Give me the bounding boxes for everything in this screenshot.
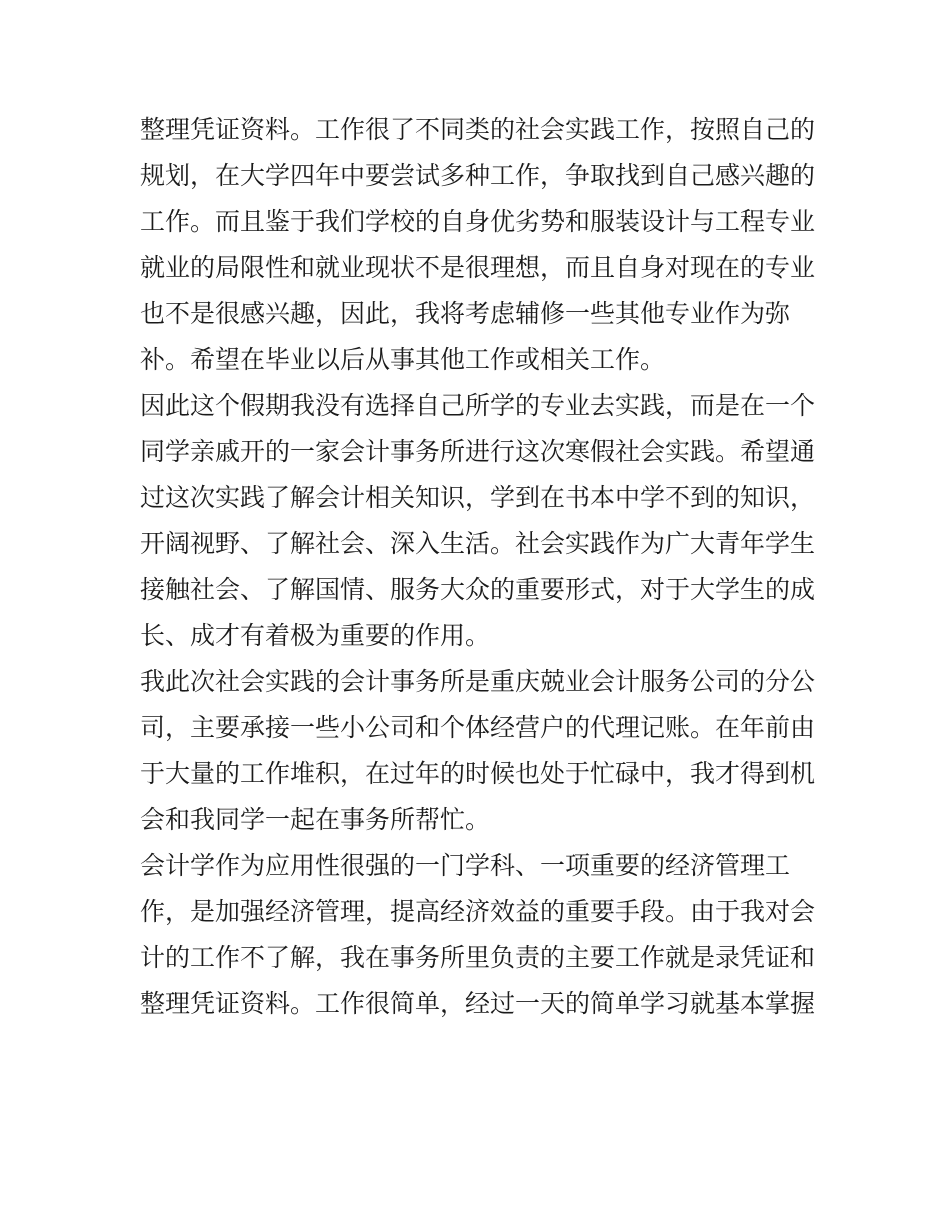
text-line: 也不是很感兴趣，因此，我将考虑辅修一些其他专业作为弥 bbox=[140, 299, 791, 328]
body-text bbox=[140, 107, 820, 1027]
text-line: 开阔视野、了解社会、深入生活。社会实践作为广大青年学生 bbox=[140, 529, 816, 558]
text-line: 整理凭证资料。工作很简单，经过一天的简单学习就基本掌握 bbox=[140, 989, 816, 1018]
text-line: 就业的局限性和就业现状不是很理想，而且自身对现在的专业 bbox=[140, 253, 816, 282]
text-line: 因此这个假期我没有选择自己所学的专业去实践，而是在一个 bbox=[140, 391, 816, 420]
text-line: 工作。而且鉴于我们学校的自身优劣势和服装设计与工程专业 bbox=[140, 207, 816, 236]
text-line: 同学亲戚开的一家会计事务所进行这次寒假社会实践。希望通 bbox=[140, 437, 816, 466]
text-line: 司，主要承接一些小公司和个体经营户的代理记账。在年前由 bbox=[140, 713, 816, 742]
text-line: 计的工作不了解，我在事务所里负责的主要工作就是录凭证和 bbox=[140, 943, 816, 972]
text-line: 整理凭证资料。工作很了不同类的社会实践工作，按照自己的 bbox=[140, 115, 816, 144]
text-line: 作，是加强经济管理，提高经济效益的重要手段。由于我对会 bbox=[140, 897, 816, 926]
text-line: 规划，在大学四年中要尝试多种工作，争取找到自己感兴趣的 bbox=[140, 161, 816, 190]
text-line: 我此次社会实践的会计事务所是重庆兢业会计服务公司的分公 bbox=[140, 667, 816, 696]
text-line: 长、成才有着极为重要的作用。 bbox=[140, 621, 491, 650]
text-line: 补。希望在毕业以后从事其他工作或相关工作。 bbox=[140, 345, 666, 374]
text-line: 接触社会、了解国情、服务大众的重要形式，对于大学生的成 bbox=[140, 575, 816, 604]
text-line: 会计学作为应用性很强的一门学科、一项重要的经济管理工 bbox=[140, 851, 791, 880]
text-line: 过这次实践了解会计相关知识，学到在书本中学不到的知识， bbox=[140, 483, 816, 512]
text-line: 于大量的工作堆积，在过年的时候也处于忙碌中，我才得到机 bbox=[140, 759, 816, 788]
text-line: 会和我同学一起在事务所帮忙。 bbox=[140, 805, 491, 834]
